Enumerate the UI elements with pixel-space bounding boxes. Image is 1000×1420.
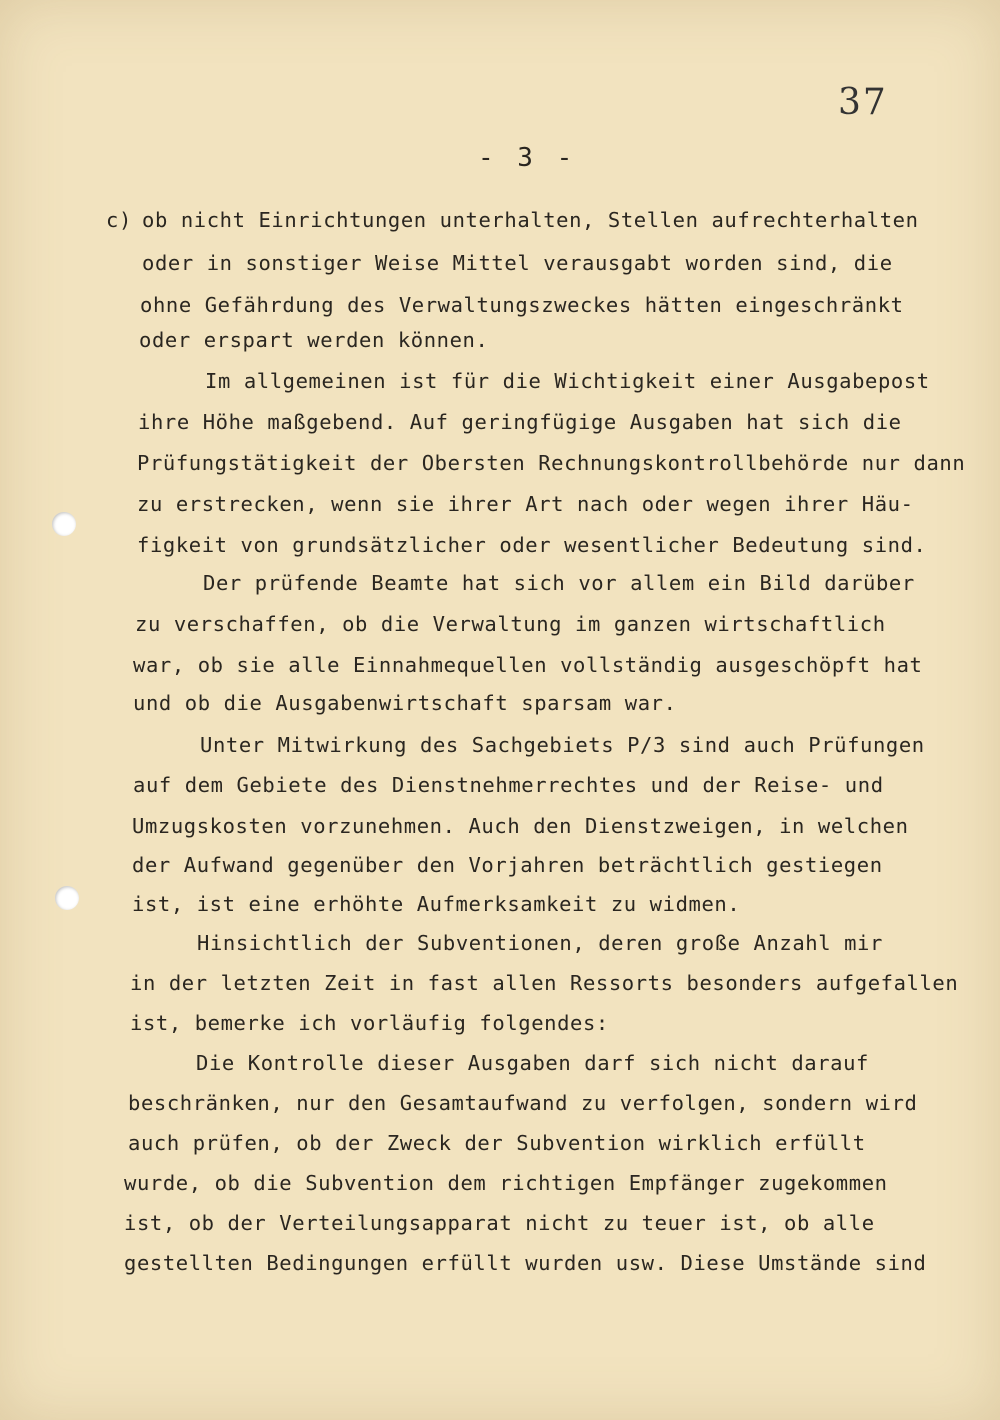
text-line: auch prüfen, ob der Zweck der Subvention wirklich erfüllt [128,1131,866,1155]
text-line: ohne Gefährdung des Verwaltungszweckes hätten eingeschränkt [140,293,904,317]
text-line: der Aufwand gegenüber den Vorjahren beträchtlich gestiegen [132,853,883,877]
text-line: Umzugskosten vorzunehmen. Auch den Dienstzweigen, in welchen [132,814,909,838]
text-line: und ob die Ausgabenwirtschaft sparsam war. [133,691,677,715]
folio-number: 37 [838,82,888,123]
text-line: oder erspart werden können. [139,328,489,352]
text-line: ist, ob der Verteilungsapparat nicht zu teuer ist, ob alle [124,1211,875,1235]
text-line: ist, ist eine erhöhte Aufmerksamkeit zu widmen. [132,892,741,916]
text-line: ist, bemerke ich vorläufig folgendes: [130,1011,609,1035]
text-line: wurde, ob die Subvention dem richtigen Empfänger zugekommen [124,1171,888,1195]
text-line: Hinsichtlich der Subventionen, deren große Anzahl mir [197,931,883,955]
text-line: beschränken, nur den Gesamtaufwand zu verfolgen, sondern wird [128,1091,918,1115]
text-line: Der prüfende Beamte hat sich vor allem ein Bild darüber [203,571,915,595]
text-line: auf dem Gebiete des Dienstnehmerrechtes und der Reise- und [133,773,884,797]
text-line: Im allgemeinen ist für die Wichtigkeit einer Ausgabepost [205,369,930,393]
punch-hole [52,512,76,536]
text-line: figkeit von grundsätzlicher oder wesentlicher Bedeutung sind. [137,533,927,557]
text-line: zu verschaffen, ob die Verwaltung im ganzen wirtschaftlich [135,612,886,636]
item-marker: c) [106,208,132,232]
text-line: Unter Mitwirkung des Sachgebiets P/3 sind auch Prüfungen [200,733,925,757]
text-line: in der letzten Zeit in fast allen Ressorts besonders aufgefallen [130,971,959,995]
text-line: war, ob sie alle Einnahmequellen vollständig ausgeschöpft hat [133,653,923,677]
text-line: ihre Höhe maßgebend. Auf geringfügige Ausgaben hat sich die [138,410,902,434]
text-line: ob nicht Einrichtungen unterhalten, Stellen aufrechterhalten [142,208,919,232]
text-line: zu erstrecken, wenn sie ihrer Art nach oder wegen ihrer Häu- [137,492,914,516]
text-line: oder in sonstiger Weise Mittel verausgabt worden sind, die [142,251,893,275]
punch-hole [55,886,79,910]
page-number: - 3 - [478,143,577,173]
text-line: Die Kontrolle dieser Ausgaben darf sich nicht darauf [196,1051,869,1075]
text-line: gestellten Bedingungen erfüllt wurden usw. Diese Umstände sind [124,1251,927,1275]
text-line: Prüfungstätigkeit der Obersten Rechnungskontrollbehörde nur dann [137,451,966,475]
